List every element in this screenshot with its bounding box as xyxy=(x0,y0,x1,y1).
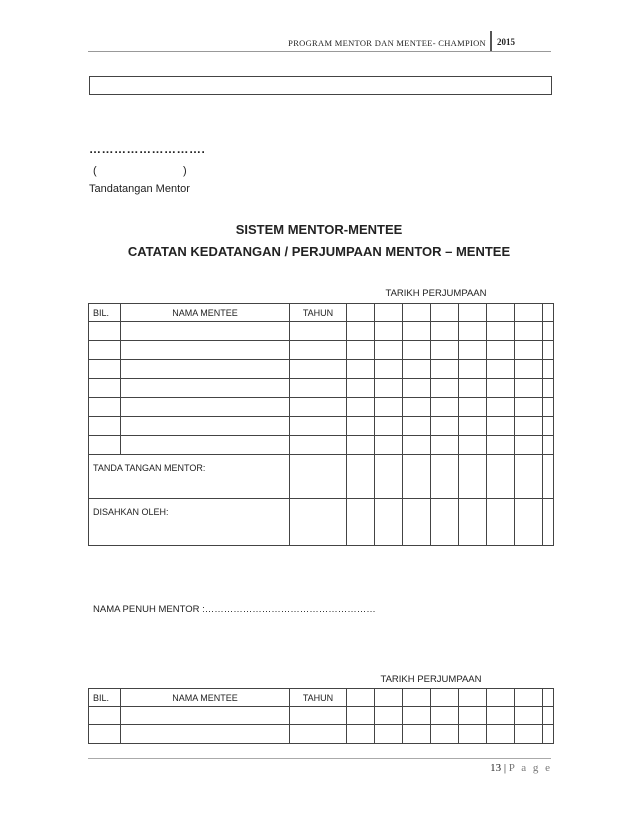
date-cell[interactable] xyxy=(515,379,543,398)
date-cell[interactable] xyxy=(487,304,515,322)
sign-cell[interactable] xyxy=(543,499,554,546)
table-row xyxy=(89,417,554,436)
sign-cell[interactable] xyxy=(403,455,431,499)
signature-label: Tandatangan Mentor xyxy=(89,183,190,195)
document-subtitle: CATATAN KEDATANGAN / PERJUMPAAN MENTOR – MENTEE xyxy=(127,244,511,259)
date-cell[interactable] xyxy=(403,689,431,707)
table-row xyxy=(89,341,554,360)
nama-cell[interactable] xyxy=(121,725,290,744)
date-cell[interactable] xyxy=(543,417,554,436)
date-cell[interactable] xyxy=(375,689,403,707)
sign-cell[interactable] xyxy=(290,455,347,499)
table1-tarikh-label: TARIKH PERJUMPAAN xyxy=(385,288,487,299)
date-cell[interactable] xyxy=(347,304,375,322)
date-cell[interactable] xyxy=(403,322,431,341)
date-cell[interactable] xyxy=(543,322,554,341)
nama-cell[interactable] xyxy=(121,707,290,725)
date-cell[interactable] xyxy=(487,398,515,417)
date-cell[interactable] xyxy=(459,379,487,398)
sign-cell[interactable] xyxy=(290,499,347,546)
date-cell[interactable] xyxy=(403,379,431,398)
date-cell[interactable] xyxy=(459,360,487,379)
date-cell[interactable] xyxy=(431,360,459,379)
nama-cell[interactable] xyxy=(121,360,290,379)
document-title: SISTEM MENTOR-MENTEE xyxy=(235,222,403,237)
nama-cell[interactable] xyxy=(121,341,290,360)
date-cell[interactable] xyxy=(487,341,515,360)
date-cell[interactable] xyxy=(403,417,431,436)
sign-cell[interactable] xyxy=(543,455,554,499)
footer-separator: | xyxy=(503,762,507,774)
signature-dots: ………………………. xyxy=(89,142,206,156)
date-cell[interactable] xyxy=(515,417,543,436)
date-cell[interactable] xyxy=(347,341,375,360)
bil-cell[interactable] xyxy=(89,360,121,379)
date-cell[interactable] xyxy=(431,417,459,436)
date-cell[interactable] xyxy=(375,417,403,436)
table-row xyxy=(89,322,554,341)
date-cell[interactable] xyxy=(487,689,515,707)
date-cell[interactable] xyxy=(515,689,543,707)
date-cell[interactable] xyxy=(543,689,554,707)
date-cell[interactable] xyxy=(543,304,554,322)
date-cell[interactable] xyxy=(487,436,515,455)
date-cell[interactable] xyxy=(515,725,543,744)
date-cell[interactable] xyxy=(459,436,487,455)
date-cell[interactable] xyxy=(543,436,554,455)
sign-cell[interactable] xyxy=(459,499,487,546)
date-cell[interactable] xyxy=(347,379,375,398)
table2-header-row xyxy=(89,689,554,707)
tahun-cell[interactable] xyxy=(290,707,347,725)
date-cell[interactable] xyxy=(487,379,515,398)
col-nama-header: NAMA MENTEE xyxy=(121,689,290,707)
bil-cell[interactable] xyxy=(89,417,121,436)
date-cell[interactable] xyxy=(431,707,459,725)
tahun-cell[interactable] xyxy=(290,398,347,417)
date-cell[interactable] xyxy=(347,398,375,417)
date-cell[interactable] xyxy=(375,436,403,455)
tanda-tangan-row xyxy=(89,455,554,499)
tahun-cell[interactable] xyxy=(290,360,347,379)
sign-cell[interactable] xyxy=(487,455,515,499)
date-cell[interactable] xyxy=(375,304,403,322)
bil-cell[interactable] xyxy=(89,436,121,455)
date-cell[interactable] xyxy=(459,304,487,322)
date-cell[interactable] xyxy=(431,341,459,360)
bil-cell[interactable] xyxy=(89,398,121,417)
date-cell[interactable] xyxy=(515,707,543,725)
table-row xyxy=(89,436,554,455)
date-cell[interactable] xyxy=(403,707,431,725)
date-cell[interactable] xyxy=(403,360,431,379)
table-row xyxy=(89,398,554,417)
date-cell[interactable] xyxy=(487,417,515,436)
top-empty-box xyxy=(89,76,552,95)
date-cell[interactable] xyxy=(487,707,515,725)
sign-cell[interactable] xyxy=(375,455,403,499)
date-cell[interactable] xyxy=(487,360,515,379)
signature-paren-open: ( xyxy=(93,165,97,177)
page-number: 13 xyxy=(490,762,502,774)
table-row xyxy=(89,360,554,379)
date-cell[interactable] xyxy=(459,322,487,341)
nama-cell[interactable] xyxy=(121,379,290,398)
date-cell[interactable] xyxy=(375,341,403,360)
table2-tarikh-label: TARIKH PERJUMPAAN xyxy=(380,674,482,685)
date-cell[interactable] xyxy=(431,398,459,417)
date-cell[interactable] xyxy=(487,322,515,341)
attendance-table-2 xyxy=(88,688,554,744)
table1-header-row xyxy=(89,304,554,322)
date-cell[interactable] xyxy=(515,398,543,417)
date-cell[interactable] xyxy=(515,436,543,455)
sign-cell[interactable] xyxy=(431,499,459,546)
date-cell[interactable] xyxy=(459,398,487,417)
col-tahun-header: TAHUN xyxy=(290,304,347,322)
date-cell[interactable] xyxy=(403,304,431,322)
footer-rule xyxy=(88,758,551,759)
nama-cell[interactable] xyxy=(121,417,290,436)
header-year: 2015 xyxy=(497,37,515,47)
sign-cell[interactable] xyxy=(515,455,543,499)
bil-cell[interactable] xyxy=(89,707,121,725)
date-cell[interactable] xyxy=(543,725,554,744)
tanda-tangan-label: TANDA TANGAN MENTOR: xyxy=(89,455,290,499)
date-cell[interactable] xyxy=(543,707,554,725)
date-cell[interactable] xyxy=(431,379,459,398)
sign-cell[interactable] xyxy=(347,499,375,546)
date-cell[interactable] xyxy=(431,436,459,455)
page-footer xyxy=(440,762,552,774)
sign-cell[interactable] xyxy=(515,499,543,546)
date-cell[interactable] xyxy=(375,379,403,398)
date-cell[interactable] xyxy=(459,725,487,744)
bil-cell[interactable] xyxy=(89,379,121,398)
tahun-cell[interactable] xyxy=(290,341,347,360)
tahun-cell[interactable] xyxy=(290,379,347,398)
date-cell[interactable] xyxy=(375,322,403,341)
date-cell[interactable] xyxy=(515,322,543,341)
date-cell[interactable] xyxy=(347,707,375,725)
date-cell[interactable] xyxy=(459,341,487,360)
date-cell[interactable] xyxy=(431,322,459,341)
date-cell[interactable] xyxy=(403,398,431,417)
table-row xyxy=(89,379,554,398)
date-cell[interactable] xyxy=(347,436,375,455)
tahun-cell[interactable] xyxy=(290,417,347,436)
tahun-cell[interactable] xyxy=(290,322,347,341)
date-cell[interactable] xyxy=(515,341,543,360)
nama-cell[interactable] xyxy=(121,322,290,341)
signature-paren-close: ) xyxy=(183,165,187,177)
date-cell[interactable] xyxy=(347,322,375,341)
date-cell[interactable] xyxy=(375,707,403,725)
header-rule xyxy=(88,51,551,52)
nama-cell[interactable] xyxy=(121,398,290,417)
bil-cell[interactable] xyxy=(89,341,121,360)
date-cell[interactable] xyxy=(403,725,431,744)
date-cell[interactable] xyxy=(459,417,487,436)
sign-cell[interactable] xyxy=(375,499,403,546)
date-cell[interactable] xyxy=(431,689,459,707)
date-cell[interactable] xyxy=(543,341,554,360)
disahkan-row xyxy=(89,499,554,546)
date-cell[interactable] xyxy=(403,436,431,455)
sign-cell[interactable] xyxy=(459,455,487,499)
date-cell[interactable] xyxy=(459,707,487,725)
tahun-cell[interactable] xyxy=(290,436,347,455)
date-cell[interactable] xyxy=(431,304,459,322)
date-cell[interactable] xyxy=(459,689,487,707)
date-cell[interactable] xyxy=(543,398,554,417)
header-divider xyxy=(490,31,492,51)
date-cell[interactable] xyxy=(375,725,403,744)
date-cell[interactable] xyxy=(375,360,403,379)
bil-cell[interactable] xyxy=(89,725,121,744)
date-cell[interactable] xyxy=(515,360,543,379)
table-row xyxy=(89,725,554,744)
page-word: P a g e xyxy=(508,762,552,774)
sign-cell[interactable] xyxy=(431,455,459,499)
date-cell[interactable] xyxy=(347,417,375,436)
disahkan-label: DISAHKAN OLEH: xyxy=(89,499,290,546)
date-cell[interactable] xyxy=(487,725,515,744)
tahun-cell[interactable] xyxy=(290,725,347,744)
col-bil-header: BIL. xyxy=(89,689,121,707)
col-nama-header: NAMA MENTEE xyxy=(121,304,290,322)
table-row xyxy=(89,707,554,725)
date-cell[interactable] xyxy=(347,689,375,707)
col-bil-header: BIL. xyxy=(89,304,121,322)
date-cell[interactable] xyxy=(543,360,554,379)
date-cell[interactable] xyxy=(347,360,375,379)
header-program-title: PROGRAM MENTOR DAN MENTEE- CHAMPION xyxy=(288,38,486,48)
date-cell[interactable] xyxy=(375,398,403,417)
attendance-table-1 xyxy=(88,303,554,546)
bil-cell[interactable] xyxy=(89,322,121,341)
sign-cell[interactable] xyxy=(487,499,515,546)
date-cell[interactable] xyxy=(431,725,459,744)
date-cell[interactable] xyxy=(347,725,375,744)
nama-cell[interactable] xyxy=(121,436,290,455)
col-tahun-header: TAHUN xyxy=(290,689,347,707)
date-cell[interactable] xyxy=(515,304,543,322)
sign-cell[interactable] xyxy=(347,455,375,499)
date-cell[interactable] xyxy=(403,341,431,360)
nama-penuh-mentor-line: NAMA PENUH MENTOR :……………………………………………… xyxy=(93,604,376,615)
sign-cell[interactable] xyxy=(403,499,431,546)
date-cell[interactable] xyxy=(543,379,554,398)
